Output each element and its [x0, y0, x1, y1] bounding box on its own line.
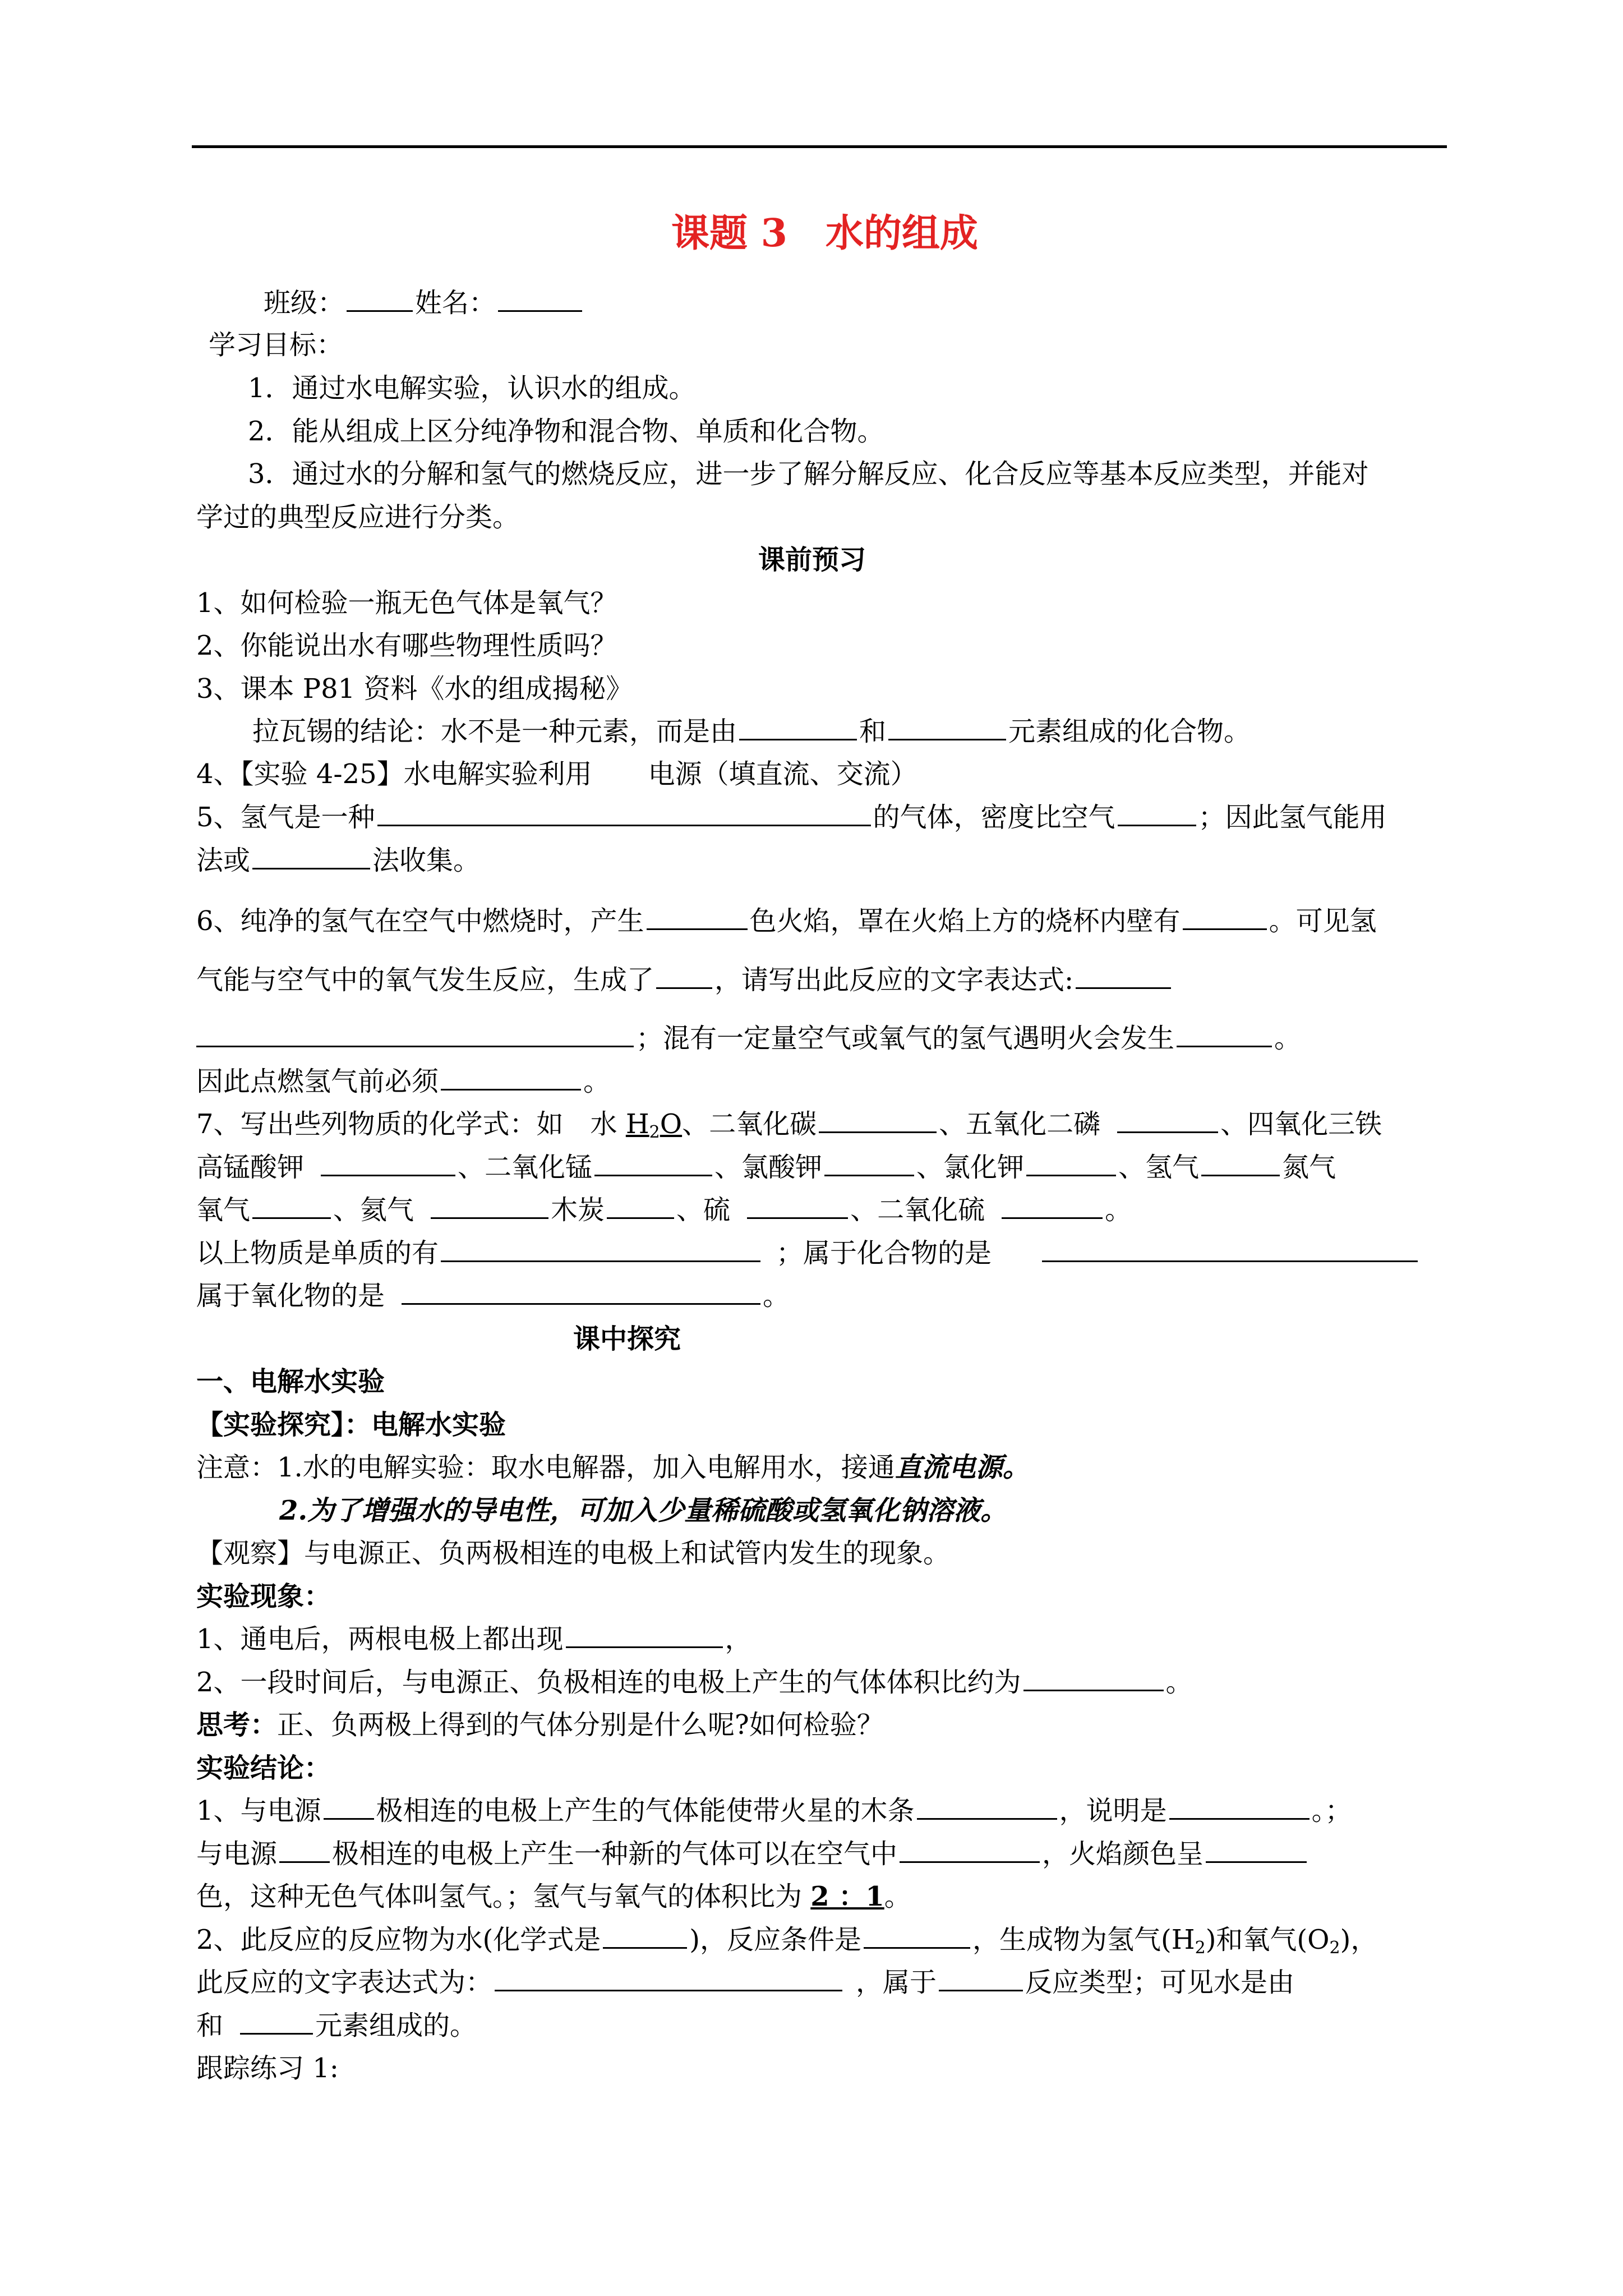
text: 2、一段时间后，与电源正、负极相连的电极上产生的气体体积比约为: [196, 1667, 1021, 1698]
conclusion-2: [196, 1922, 1377, 1966]
text: ，说明是: [1059, 1795, 1167, 1826]
blank[interactable]: [864, 1922, 970, 1949]
blank[interactable]: [603, 1922, 687, 1949]
observe-line: 【观察】与电源正、负两极相连的电极上和试管内发生的现象。: [196, 1538, 951, 1569]
blank[interactable]: [939, 1965, 1023, 1991]
text: 1、与电源: [196, 1795, 321, 1826]
objective-3: 3．通过水的分解和氢气的燃烧反应，进一步了解分解反应、化合反应等基本反应类型，并能对: [248, 458, 1369, 490]
blank[interactable]: [1042, 1236, 1418, 1262]
text: 色火焰，罩在火焰上方的烧杯内壁有: [749, 905, 1181, 937]
experiment-heading: 【实验探究】：电解水实验: [196, 1409, 506, 1441]
blank[interactable]: [566, 1622, 723, 1648]
text: 高锰酸钾: [196, 1152, 305, 1183]
text: ；混有一定量空气或氧气的氢气遇明火会发生: [636, 1023, 1175, 1054]
text: 、五氧化二磷: [939, 1108, 1101, 1140]
text: 7、写出些列物质的化学式：如 水: [196, 1108, 626, 1140]
conclusion-1: [196, 1793, 1352, 1829]
preview-q6d: [196, 1064, 610, 1099]
text: H: [625, 1108, 649, 1140]
blank[interactable]: [240, 2008, 313, 2035]
text: 此反应的文字表达式为：: [196, 1967, 493, 1998]
class-label: 班级：: [264, 287, 345, 319]
blank[interactable]: [824, 1150, 914, 1176]
header-rule: [192, 145, 1447, 148]
text: 。: [1274, 1023, 1302, 1054]
blank[interactable]: [279, 1837, 330, 1863]
text: 法或: [196, 845, 251, 876]
blank[interactable]: [1023, 1665, 1164, 1691]
class-blank[interactable]: [347, 286, 413, 312]
text: 因此点燃氢气前必须: [196, 1066, 439, 1097]
text: O: [660, 1108, 683, 1140]
blank[interactable]: [441, 1236, 760, 1262]
objective-1: 1．通过水电解实验，认识水的组成。: [248, 372, 696, 404]
text: 、二氧化锰: [458, 1152, 593, 1183]
conclusion-heading: 实验结论：: [196, 1752, 331, 1784]
subscript: 2: [649, 1122, 660, 1142]
blank[interactable]: [1183, 904, 1267, 930]
blank[interactable]: [1026, 1150, 1116, 1176]
objective-3-cont: 学过的典型反应进行分类。: [196, 501, 520, 533]
blank[interactable]: [917, 1793, 1057, 1820]
text: 、氯化钾: [916, 1152, 1025, 1183]
text: 木炭: [551, 1194, 605, 1226]
text: ，生成物为氢气(H: [972, 1924, 1195, 1955]
preview-q6b: [196, 962, 1173, 998]
text: 、硫: [676, 1194, 731, 1226]
text: 极相连的电极上产生的气体能使带火星的木条: [376, 1795, 915, 1826]
conclusion-1c: [196, 1879, 911, 1915]
blank[interactable]: [739, 714, 857, 740]
text: ，火焰颜色呈: [1042, 1838, 1204, 1870]
preview-q6c: [196, 1020, 1301, 1056]
preview-q8b: [196, 1278, 790, 1314]
blank[interactable]: [594, 1150, 712, 1176]
label: 思考：: [196, 1709, 278, 1741]
preview-q3a: [252, 714, 1251, 749]
preview-q3: 3、课本 P81 资料《水的组成揭秘》: [196, 673, 633, 705]
text: 和: [859, 716, 887, 747]
blank[interactable]: [1002, 1193, 1103, 1219]
text: 。: [763, 1280, 790, 1312]
text: 以上物质是单质的有: [196, 1237, 439, 1269]
text: )，: [1340, 1924, 1378, 1955]
text: 、氢气: [1118, 1152, 1200, 1183]
blank[interactable]: [321, 1150, 455, 1176]
blank[interactable]: [656, 963, 712, 989]
text: 注意：1.水的电解实验：取水电解器，加入电解用水，接通: [196, 1452, 895, 1483]
text: 、四氧化三铁: [1220, 1108, 1382, 1140]
name-blank[interactable]: [498, 286, 582, 312]
text: 拉瓦锡的结论：水不是一种元素，而是由: [252, 716, 737, 747]
blank[interactable]: [1206, 1837, 1307, 1863]
blank[interactable]: [196, 1021, 634, 1047]
ratio: 2 ：1: [810, 1881, 884, 1912]
preview-q2: 2、你能说出水有哪些物理性质吗？: [196, 630, 617, 661]
text: 元素组成的化合物。: [1008, 716, 1251, 747]
blank[interactable]: [900, 1837, 1040, 1863]
objectives-heading: 学习目标：: [209, 329, 344, 361]
preview-heading: 课前预习: [758, 544, 866, 576]
text: ，: [725, 1623, 752, 1655]
text: 1、通电后，两根电极上都出现: [196, 1623, 564, 1655]
blank[interactable]: [377, 800, 871, 826]
blank[interactable]: [888, 714, 1006, 740]
text: 反应类型；可见水是由: [1025, 1967, 1295, 1998]
note-2: 2.为了增强水的导电性，可加入少量稀硫酸或氢氧化钠溶液。: [279, 1495, 1008, 1526]
text: 氧气: [196, 1194, 251, 1226]
text: 和: [196, 2010, 224, 2041]
blank[interactable]: [1117, 1107, 1218, 1133]
conclusion-1b: [196, 1836, 1309, 1872]
preview-q6: [196, 903, 1377, 939]
text: 气能与空气中的氧气发生反应，生成了: [196, 964, 654, 996]
preview-q8: [196, 1235, 1420, 1271]
text: ；属于化合物的是: [776, 1237, 992, 1269]
text: 与电源: [196, 1838, 278, 1870]
blank[interactable]: [441, 1064, 581, 1091]
blank[interactable]: [819, 1107, 937, 1133]
text: 。可见氢: [1269, 905, 1377, 937]
text: 正、负两极上得到的气体分别是什么呢?如何检验？: [277, 1709, 884, 1741]
text: 、氦气: [333, 1194, 414, 1226]
preview-q7b: [196, 1149, 1336, 1185]
preview-q7c: [196, 1192, 1132, 1228]
text: 属于氧化物的是: [196, 1280, 385, 1312]
conclusion-2b: [196, 1964, 1294, 2000]
blank[interactable]: [495, 1965, 842, 1991]
blank[interactable]: [1177, 1021, 1272, 1047]
conclusion-2c: [196, 2008, 477, 2044]
preview-q1: 1、如何检验一瓶无色气体是氧气？: [196, 587, 617, 619]
practice-heading: 跟踪练习 1:: [196, 2053, 339, 2084]
text: 电源（填直流、交流）: [648, 758, 917, 790]
subscript: 2: [1329, 1938, 1340, 1958]
text: 的气体，密度比空气: [873, 802, 1115, 833]
explore-heading: 课中探究: [573, 1323, 681, 1355]
blank[interactable]: [647, 904, 748, 930]
blank[interactable]: [252, 843, 370, 869]
phenomenon-2: [196, 1664, 1193, 1700]
note-1: [196, 1450, 1030, 1485]
subscript: 2: [1195, 1938, 1206, 1958]
blank[interactable]: [607, 1193, 674, 1219]
text: ，请写出此反应的文字表达式:: [714, 964, 1074, 996]
text: )，反应条件是: [689, 1924, 862, 1955]
blank[interactable]: [402, 1278, 760, 1305]
text: 。: [884, 1881, 911, 1912]
formula-h2o: [626, 1108, 682, 1140]
text: 法收集。: [372, 845, 481, 876]
phenomenon-heading: 实验现象：: [196, 1581, 331, 1612]
blank[interactable]: [1118, 800, 1196, 826]
text: 、氯酸钾: [714, 1152, 823, 1183]
text: ，属于: [856, 1967, 937, 1998]
think-line: [196, 1707, 884, 1743]
text: 、二氧化碳: [682, 1108, 817, 1140]
text: 元素组成的。: [315, 2010, 477, 2041]
text: 。: [1165, 1667, 1193, 1698]
preview-q5b: [196, 843, 480, 878]
name-label: 姓名：: [415, 287, 496, 319]
text: 极相连的电极上产生一种新的气体可以在空气中: [332, 1838, 898, 1870]
blank[interactable]: [1076, 963, 1171, 989]
preview-q5: [196, 799, 1387, 835]
blank[interactable]: [324, 1793, 374, 1820]
text: 6、纯净的氢气在空气中燃烧时，产生: [196, 905, 644, 937]
text: 5、氢气是一种: [196, 802, 375, 833]
objective-2: 2．能从组成上区分纯净物和混合物、单质和化合物。: [248, 416, 884, 447]
text: 。: [583, 1066, 611, 1097]
text: )和氧气(O: [1205, 1924, 1330, 1955]
text: 氮气: [1282, 1152, 1336, 1183]
blank[interactable]: [1169, 1793, 1310, 1820]
blank[interactable]: [1201, 1150, 1280, 1176]
text: 2、此反应的反应物为水(化学式是: [196, 1924, 601, 1955]
preview-q4: [196, 756, 917, 792]
emphasis: 直流电源。: [895, 1452, 1030, 1483]
text: 、二氧化硫: [850, 1194, 985, 1226]
text: 4、【实验 4-25】水电解实验利用: [196, 758, 592, 790]
preview-q7: [196, 1106, 1382, 1151]
text: ；因此氢气能用: [1198, 802, 1387, 833]
text: 色，这种无色气体叫氢气。；氢气与氧气的体积比为: [196, 1881, 811, 1912]
page-title: 课题 3 水的组成: [671, 211, 978, 256]
section-electrolysis: 一、电解水实验: [196, 1366, 385, 1397]
blank[interactable]: [747, 1193, 848, 1219]
text: 。；: [1311, 1795, 1352, 1826]
blank[interactable]: [252, 1193, 331, 1219]
phenomenon-1: [196, 1621, 752, 1657]
blank[interactable]: [431, 1193, 548, 1219]
text: 。: [1105, 1194, 1132, 1226]
class-name-line: [264, 285, 584, 321]
